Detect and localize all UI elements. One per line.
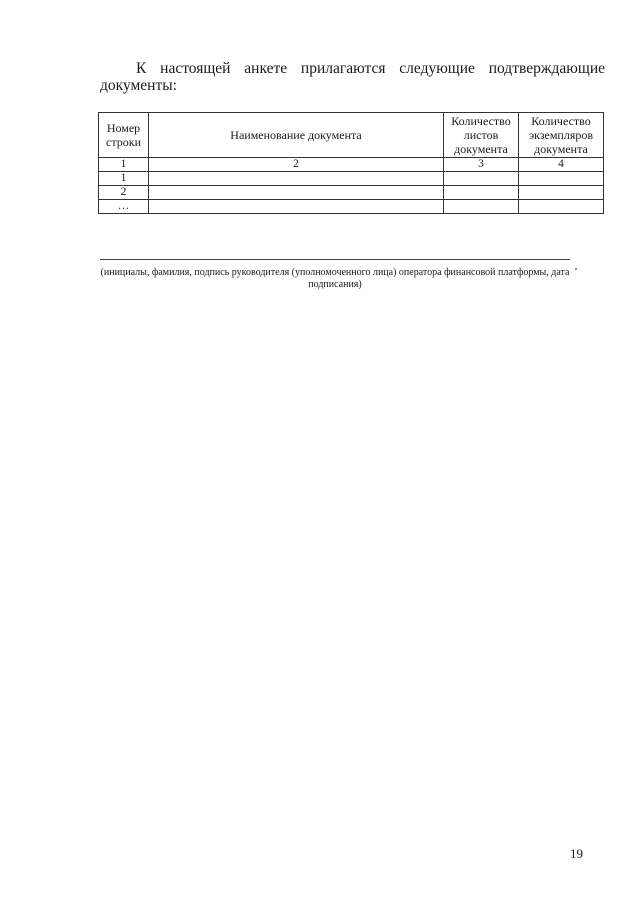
table-cell: 1 [99,158,149,172]
table-cell [519,200,604,214]
table-cell: 4 [519,158,604,172]
table-cell: 3 [444,158,519,172]
table-header-row [99,113,604,158]
table-cell [444,200,519,214]
header-copy-count: Количество экземпляров документа [519,113,604,158]
table-cell: 2 [99,186,149,200]
table-cell [519,186,604,200]
signature-caption: (инициалы, фамилия, подпись руководителя (уполномоченного лица) оператора финансовой платформы, дата подписания) [100,267,570,290]
header-document-name: Наименование документа [149,113,444,158]
table-cell [444,172,519,186]
page-number: 19 [570,846,583,861]
table-cell [149,186,444,200]
table-cell: 1 [99,172,149,186]
table-cell: 2 [149,158,444,172]
table-cell [149,200,444,214]
table-row [99,200,604,214]
table-row [99,186,604,200]
table-row [99,158,604,172]
table-cell: … [99,200,149,214]
table-cell [149,172,444,186]
documents-table [98,112,604,214]
header-row-number: Номер строки [99,113,149,158]
header-sheet-count: Количество листов документа [444,113,519,158]
table-cell [519,172,604,186]
table-cell [444,186,519,200]
intro-paragraph: К настоящей анкете прилагаются следующие подтверждающие документы: [100,60,605,94]
signature-line [100,259,570,260]
table-row [99,172,604,186]
scan-speck [575,268,577,270]
